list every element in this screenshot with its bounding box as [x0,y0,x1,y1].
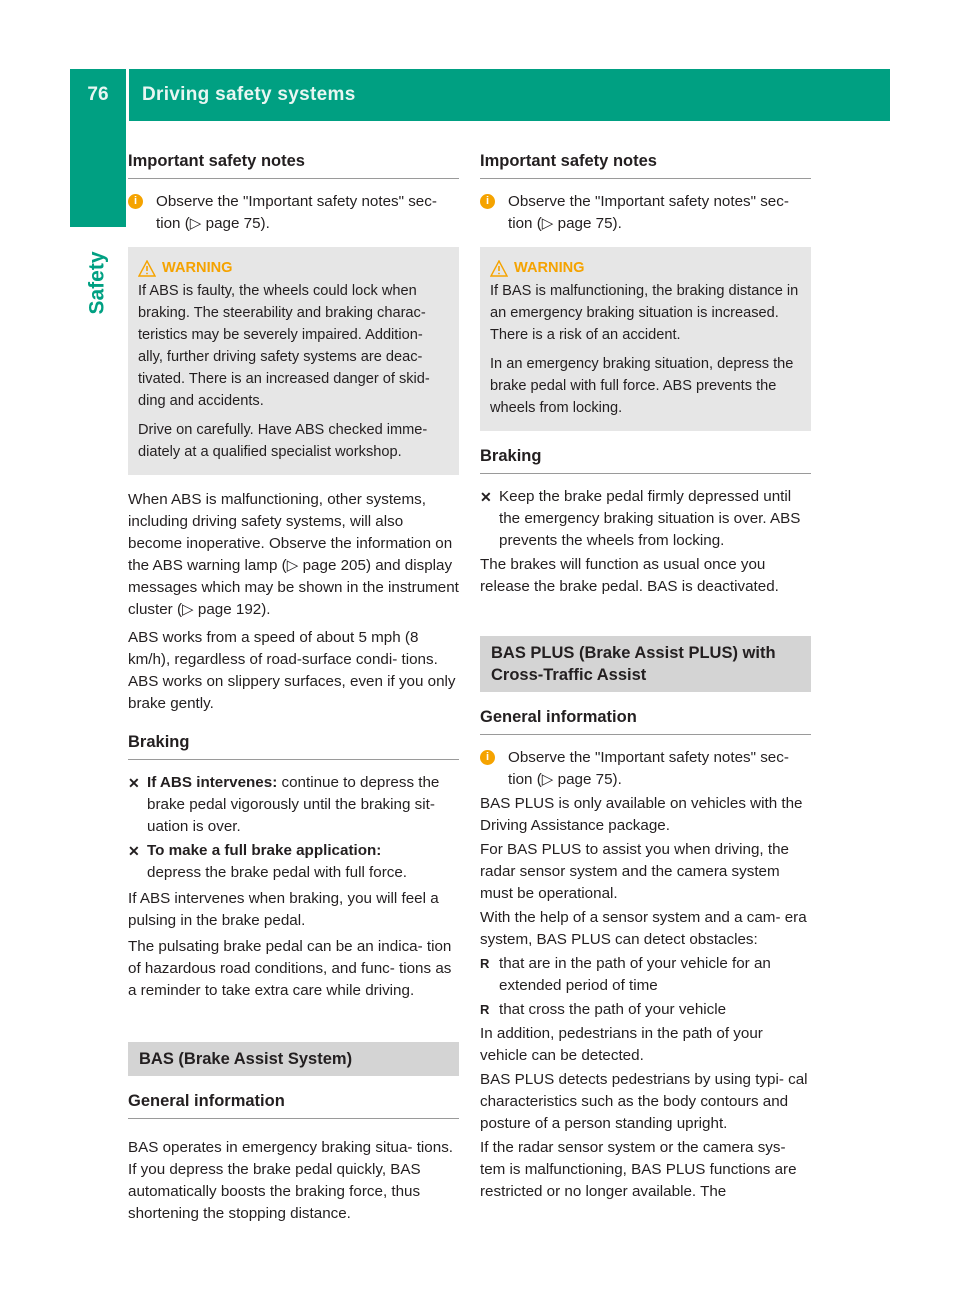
heading-braking: Braking [128,731,459,760]
paragraph: BAS PLUS is only available on vehicles with the Driving Assistance package. [480,795,803,834]
info-text-line1: Observe the "Important safety notes" sec- [508,193,789,210]
step-arrow-icon: ✕ [128,775,140,791]
warning-text: If ABS is faulty, the wheels could lock when braking. The steerability and braking charac- teristics may be severely impaired. Addition- ally, further driving safety systems are deac- tivated. There is an increased danger of skid- ding and accidents. [138,283,430,409]
step-item [480,486,811,552]
paragraph: If ABS intervenes when braking, you will feel a pulsing in the brake pedal. [128,890,439,929]
bullet-text: that cross the path of your vehicle [499,1001,727,1018]
section-box-title: BAS (Brake Assist System) [139,1050,353,1068]
info-note [480,747,811,791]
paragraph: For BAS PLUS to assist you when driving, the radar sensor system and the camera system must be operational. [480,841,789,902]
left-column [128,150,459,1227]
paragraph: The pulsating brake pedal can be an indica- tion of hazardous road conditions, and func- tions as a reminder to take extra care while driving. [128,938,452,999]
bullet-item [480,953,811,997]
step-arrow-icon: ✕ [480,489,492,505]
step-item [128,840,459,884]
info-text-line2: tion (▷ page 75). [508,771,622,788]
bullet-item [480,999,811,1021]
side-tab [70,121,126,227]
info-note [128,191,459,235]
paragraph: If the radar sensor system or the camera sys- tem is malfunctioning, BAS PLUS functions are restricted or no longer available. The [480,1139,797,1200]
page-number: 76 [87,84,109,105]
step-text: Keep the brake pedal firmly depressed until the emergency braking situation is over. ABS prevents the wheels from locking. [499,488,801,549]
info-text-line2: tion (▷ page 75). [508,215,622,232]
heading-braking: Braking [480,445,811,474]
warning-heading [138,257,449,279]
step-text: depress the brake pedal with full force. [147,864,408,881]
step-arrow-icon: ✕ [128,843,140,859]
info-icon: i [480,194,495,209]
step-label: If ABS intervenes: [147,774,278,791]
bullet-r-icon: R [480,956,490,971]
paragraph: BAS PLUS detects pedestrians by using typi- cal characteristics such as the body contours and posture of a person standing upright. [480,1071,808,1132]
info-text-line1: Observe the "Important safety notes" sec- [508,749,789,766]
warning-triangle-icon [138,260,156,277]
info-icon: i [480,750,495,765]
heading-important-safety-notes: Important safety notes [128,150,459,179]
step-item [128,772,459,838]
side-label-text: Safety [86,251,109,315]
section-title: Driving safety systems [142,84,356,105]
warning-box [480,247,811,431]
heading-important-safety-notes: Important safety notes [480,150,811,179]
warning-text-2: Drive on carefully. Have ABS checked imme- diately at a qualified specialist workshop. [138,422,428,460]
heading-general-information: General information [128,1090,459,1119]
info-text-line1: Observe the "Important safety notes" sec- [156,193,437,210]
paragraph: In addition, pedestrians in the path of your vehicle can be detected. [480,1025,763,1064]
section-box-title: BAS PLUS (Brake Assist PLUS) with Cross-Traffic Assist [491,644,776,684]
paragraph: ABS works from a speed of about 5 mph (8 km/h), regardless of road-surface condi- tions. ABS works on slippery surfaces, even if you only brake gently. [128,629,456,712]
paragraph: With the help of a sensor system and a cam- era system, BAS PLUS can detect obstacles: [480,909,807,948]
heading-general-information: General information [480,706,811,735]
bullet-r-icon: R [480,1002,490,1017]
warning-heading [490,257,801,279]
section-box-heading [480,636,811,692]
warning-text-2: In an emergency braking situation, depress the brake pedal with full force. ABS prevents the wheels from locking. [490,356,794,416]
paragraph: The brakes will function as usual once you release the brake pedal. BAS is deactivated. [480,556,779,595]
warning-title: WARNING [514,260,585,276]
right-column [480,150,811,1205]
bullet-text: that are in the path of your vehicle for an extended period of time [499,955,771,994]
paragraph: When ABS is malfunctioning, other systems, including driving safety systems, will also become inoperative. Observe the information on the ABS warning lamp (▷ page 205) and display messages which may be shown in the instrument cluster (▷ page 192). [128,491,459,618]
step-text: continue to depress the brake pedal vigorously until the braking sit- uation is over. [147,774,440,835]
warning-triangle-icon [490,260,508,277]
warning-text: If BAS is malfunctioning, the braking distance in an emergency braking situation is increased. There is a risk of an accident. [490,283,799,343]
info-note [480,191,811,235]
side-label [70,228,126,338]
step-label: To make a full brake application: [147,842,382,859]
info-icon: i [128,194,143,209]
paragraph: BAS operates in emergency braking situa- tions. If you depress the brake pedal quickly, BAS automatically boosts the braking force, thus shortening the stopping distance. [128,1139,454,1222]
header-divider [126,69,129,121]
warning-title: WARNING [162,260,233,276]
warning-box [128,247,459,475]
info-text-line2: tion (▷ page 75). [156,215,270,232]
section-box-heading [128,1042,459,1076]
